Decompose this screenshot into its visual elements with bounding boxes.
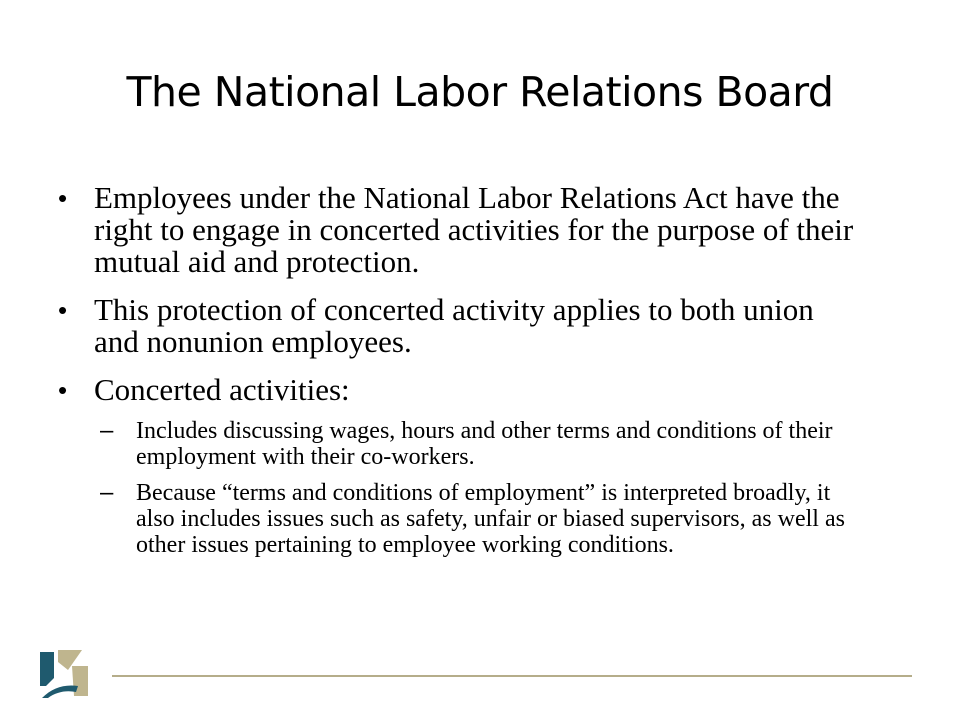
- bullet-text: Employees under the National Labor Relations Act have the right to engage in concerted activities for the purpose of their mutual aid and protection.: [94, 180, 854, 279]
- bullet-item: [58, 294, 858, 358]
- bullet-marker: •: [58, 183, 68, 213]
- bullet-item: [58, 374, 858, 558]
- bullet-marker: •: [58, 295, 68, 325]
- bullet-text: Concerted activities:: [94, 372, 350, 407]
- sub-bullet-marker: –: [100, 479, 114, 506]
- sub-bullet-list: [94, 418, 858, 558]
- bullet-item: [58, 182, 858, 278]
- bullet-marker: •: [58, 375, 68, 405]
- bullet-text: This protection of concerted activity applies to both union and nonunion employees.: [94, 292, 814, 359]
- sub-bullet-text: Includes discussing wages, hours and other terms and conditions of their employment with their co-workers.: [136, 418, 833, 470]
- slide-body: [58, 182, 858, 574]
- sub-bullet-marker: –: [100, 417, 114, 444]
- organization-logo-icon: [38, 648, 90, 700]
- sub-bullet-item: [94, 418, 858, 470]
- slide-title: The National Labor Relations Board: [126, 68, 834, 116]
- sub-bullet-item: [94, 480, 858, 558]
- footer-divider: [112, 675, 912, 677]
- sub-bullet-text: Because “terms and conditions of employment” is interpreted broadly, it also includes issues such as safety, unfair or biased supervisors, as well as other issues pertaining to employee working conditions.: [136, 480, 845, 558]
- bullet-list: [58, 182, 858, 558]
